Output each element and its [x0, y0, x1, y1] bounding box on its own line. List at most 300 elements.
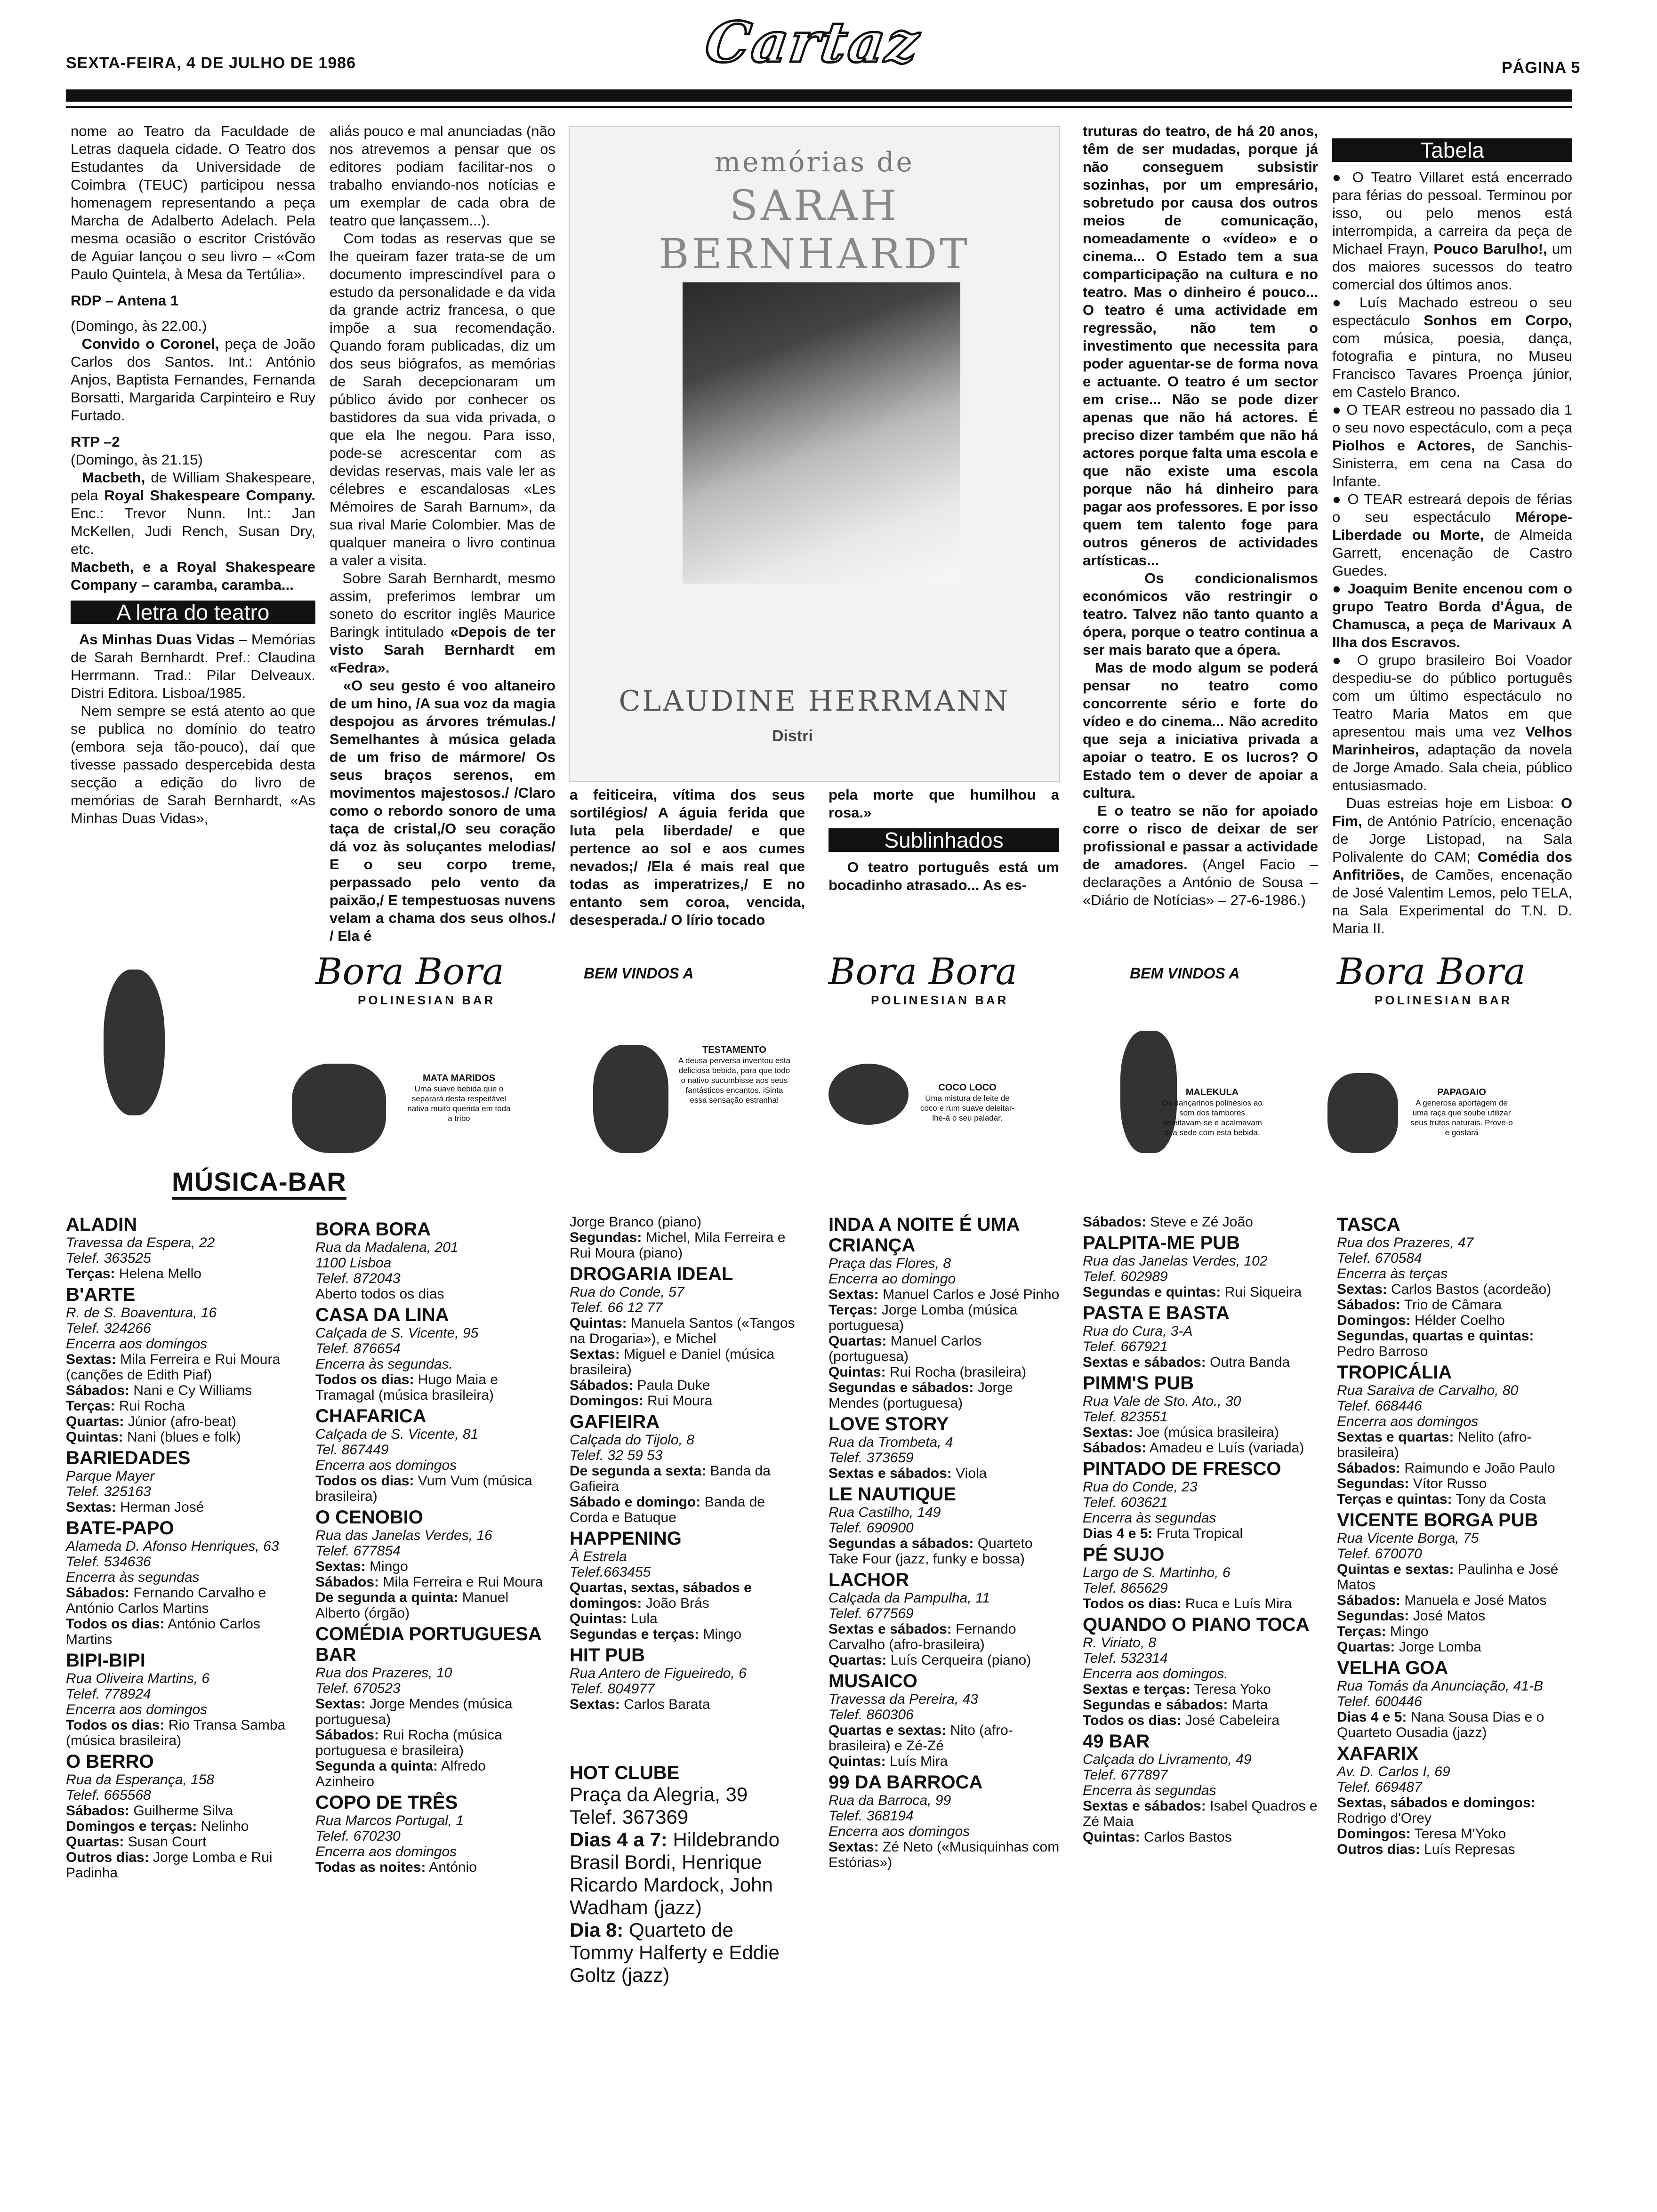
bar-schedule: Quintas e sextas: Paulinha e José Matos	[1337, 1562, 1559, 1593]
bar-info: Rua Vicente Borga, 75	[1337, 1531, 1479, 1546]
bar-entry	[66, 1448, 292, 1515]
tabela-item: ● O TEAR estreará depois de férias o seu espectáculo Mérope-Liberdade ou Morte, de Almeida Garrett, encenação de Castro Guedes.	[1332, 491, 1572, 579]
bar-info: Encerra ao domingo	[828, 1271, 956, 1287]
bar-schedule: Terças e quintas: Tony da Costa	[1337, 1491, 1546, 1507]
bar-schedule: Sábados: Nani e Cy Williams	[66, 1383, 252, 1398]
bar-name: PIMM'S PUB	[1083, 1373, 1194, 1394]
bar-schedule: Segundas e sábados: Marta	[1083, 1697, 1268, 1713]
bar-entry	[1083, 1373, 1318, 1456]
drink-papagaio: PAPAGAIO A generosa aportagem de uma raça que soube utilizar seus frutos naturais. Prove-o e gostará	[1410, 1087, 1513, 1137]
paragraph: E o teatro se não for apoiado corre o risco de deixar de ser profissional e passar a actividade de amadores. (Angel Facio – declarações a António de Sousa – «Diário de Notícias» – 27-6-1986.)	[1083, 802, 1318, 908]
bar-info: Telef. 534636	[66, 1554, 151, 1570]
bar-info: Tel. 867449	[315, 1442, 389, 1458]
sonnet-end: pela morte que humilhou a rosa.»	[828, 786, 1059, 821]
bar-info: Telef. 872043	[315, 1271, 401, 1286]
bar-schedule: Quartas e sextas: Nito (afro-brasileira) e Zé-Zé	[828, 1723, 1013, 1754]
bar-schedule: Domingos: Hélder Coelho	[1337, 1313, 1505, 1328]
bar-name: MUSAICO	[828, 1671, 917, 1691]
article-column-5	[1083, 122, 1318, 909]
bar-schedule: Sextas: Carlos Bastos (acordeão)	[1337, 1282, 1552, 1297]
bar-schedule: Segundas a sábados: Quarteto Take Four (jazz, funky e bossa)	[828, 1536, 1033, 1567]
bar-schedule: Sextas e sábados: Fernando Carvalho (afro-brasileira)	[828, 1621, 1016, 1652]
section-heading-tabela: Tabela	[1332, 138, 1572, 162]
drink-malekula: MALEKULA Os dançarinos polinésios ao som dos tambores deleitavam-se e acalmavam sua sede com esta bebida.	[1162, 1087, 1263, 1137]
bar-schedule: Quintas: Rui Rocha (brasileira)	[828, 1364, 1027, 1380]
bar-name: O CENOBIO	[315, 1507, 423, 1528]
book-cover-image	[569, 126, 1060, 782]
ad-welcome: BEM VINDOS A	[584, 965, 694, 982]
bar-info: Telef. 677897	[1083, 1767, 1168, 1783]
bar-info: Calçada de S. Vicente, 81	[315, 1427, 479, 1442]
bar-schedule: Sábados: Paula Duke	[570, 1378, 710, 1393]
bar-schedule: Segundas: Vítor Russo	[1337, 1476, 1487, 1491]
bar-name: BARIEDADES	[66, 1448, 191, 1468]
bar-info: Rua Castilho, 149	[828, 1505, 941, 1520]
bar-info: Rua Antero de Figueiredo, 6	[570, 1666, 747, 1681]
rdp-time: (Domingo, às 22.00.)	[71, 318, 207, 334]
bar-info: Telef. 865629	[1083, 1580, 1168, 1596]
bar-name: CHAFARICA	[315, 1406, 426, 1427]
bar-info: Rua Vale de Sto. Ato., 30	[1083, 1394, 1241, 1409]
bar-info: Rua das Janelas Verdes, 16	[315, 1528, 492, 1543]
section-heading-letra: A letra do teatro	[71, 601, 315, 624]
bar-info: Telef. 670230	[315, 1828, 401, 1844]
bar-info: Travessa da Espera, 22	[66, 1235, 215, 1250]
bar-info: Rua da Barroca, 99	[828, 1793, 951, 1808]
bar-entry	[315, 1624, 546, 1789]
bar-schedule: Terças: Jorge Lomba (música portuguesa)	[828, 1302, 1018, 1333]
bar-name: ALADIN	[66, 1214, 137, 1235]
bar-info: Rua Tomás da Anunciação, 41-B	[1337, 1678, 1544, 1694]
bar-schedule: Sextas: Miguel e Daniel (música brasileira)	[570, 1346, 775, 1378]
bar-entry	[66, 1214, 292, 1282]
bar-entry	[1337, 1743, 1572, 1857]
bar-info: Encerra aos domingos	[828, 1824, 970, 1839]
issue-date: SEXTA-FEIRA, 4 DE JULHO DE 1986	[66, 54, 356, 72]
book-reference: As Minhas Duas Vidas – Memórias de Sarah Bernhardt. Pref.: Claudina Herrmann. Trad.: Pilar Delveaux. Distri Editora. Lisboa/1985.	[71, 631, 316, 701]
bar-info: Parque Mayer	[66, 1468, 155, 1484]
bar-info: Encerra às segundas	[1083, 1510, 1216, 1526]
bar-info: R. Viriato, 8	[1083, 1635, 1157, 1651]
paragraph: Os condicionalismos económicos vão restringir o teatro. Talvez não tanto quanto a ópera, porque o teatro continua a ser mais barato que a ópera.	[1083, 570, 1318, 658]
bar-entry	[1083, 1731, 1318, 1845]
bar-schedule: Segunda a quinta: Alfredo Azinheiro	[315, 1758, 486, 1789]
rdp-listing: Convido o Coronel, peça de João Carlos dos Santos. Int.: António Anjos, Baptista Fernandes, Fernanda Borsatti, Margarida Carpinteiro e Ruy Furtado.	[71, 336, 316, 424]
bar-info: À Estrela	[570, 1549, 627, 1564]
bar-info: Telef. 778924	[66, 1686, 151, 1702]
drink-mata-maridos: MATA MARIDOS Uma suave bebida que o separará desta respeitável nativa muito querida em toda a tribo	[407, 1073, 511, 1123]
bar-info: Encerra aos domingos	[315, 1844, 457, 1859]
drink-coco-loco: COCO LOCO Uma mistura de leite de coco e rum suave deleitar-lhe-á o seu paladar.	[920, 1082, 1015, 1122]
bar-info: Av. D. Carlos I, 69	[1337, 1764, 1450, 1779]
bar-entry	[315, 1305, 546, 1403]
bar-name: O BERRO	[66, 1751, 154, 1772]
bar-info: Calçada de S. Vicente, 95	[315, 1325, 479, 1341]
bar-info: Telef. 677854	[315, 1543, 401, 1559]
bar-info: Encerra às terças	[1337, 1266, 1448, 1282]
testamento-image	[593, 1045, 668, 1153]
paragraph: nome ao Teatro da Faculdade de Letras daquela cidade. O Teatro dos Estudantes da Universidade de Coimbra (TEUC) participou nessa homenagem representando a peça Marcha de Adalberto Adelach. Pela mesma ocasião o escritor Cristóvão de Aguiar lançou o seu livro – «Com Paulo Quintela, à Mesa da Tertúlia».	[71, 123, 315, 282]
bar-schedule: Todos os dias: José Cabeleira	[1083, 1713, 1279, 1728]
bar-info: Encerra aos domingos	[66, 1336, 208, 1352]
bar-entry	[66, 1751, 292, 1881]
bar-info: Rua do Cura, 3-A	[1083, 1323, 1193, 1339]
bar-schedule: Segundas e quintas: Rui Siqueira	[1083, 1284, 1302, 1300]
bar-info: Telef. 677569	[828, 1606, 914, 1621]
bar-schedule: Domingos e terças: Nelinho	[66, 1819, 249, 1834]
bar-name: QUANDO O PIANO TOCA	[1083, 1614, 1310, 1635]
bar-info: Telef. 532314	[1083, 1651, 1168, 1666]
bar-schedule: Segundas: José Matos	[1337, 1608, 1486, 1624]
bar-entry	[828, 1671, 1064, 1769]
bar-entry	[1337, 1214, 1572, 1359]
bar-entry	[1083, 1303, 1318, 1370]
article-column-3	[570, 786, 805, 929]
bar-schedule: Terças: Mingo	[1337, 1624, 1429, 1639]
bar-entry	[1083, 1459, 1318, 1541]
bar-schedule: Aberto todos os dias	[315, 1286, 444, 1302]
article-column-1	[71, 122, 315, 827]
bar-info: Telef. 670584	[1337, 1250, 1422, 1266]
bar-schedule: Sábados: Steve e Zé João	[1083, 1214, 1253, 1230]
paragraph: Com todas as reservas que se lhe queiram fazer trata-se de um documento imprescindível para o estudo da personalidade e da vida da grande actriz francesa, o que impõe a sua recomendação. Quando foram publicadas, diz um dos seus biógrafos, as memórias de Sarah decepcionaram um público ávido por conhecer os bastidores da sua vida privada, o que ela lhe negou. Para isso, pode-se acrescentar com as devidas reservas, mais vale ler as célebres e escandalosas «Les Mémoires de Sarah Barnum», da sua rival Marie Colombier. Mas de qualquer maneira o livro continua a valer a visita.	[330, 230, 555, 569]
bar-info: Rua dos Prazeres, 10	[315, 1665, 452, 1681]
bar-schedule: Todos os dias: António Carlos Martins	[66, 1616, 260, 1647]
rdp-heading: RDP – Antena 1	[71, 292, 179, 309]
bar-info: Calçada do Livramento, 49	[1083, 1752, 1252, 1767]
bar-info: Telef. 602989	[1083, 1269, 1168, 1284]
bar-info: R. de S. Boaventura, 16	[66, 1305, 217, 1321]
bar-name: TASCA	[1337, 1214, 1400, 1235]
bar-schedule: Sextas e sábados: Isabel Quadros e Zé Maia	[1083, 1798, 1318, 1829]
bar-schedule: Dias 4 e 5: Fruta Tropical	[1083, 1526, 1243, 1541]
bar-schedule: De segunda a quinta: Manuel Alberto (órgão)	[315, 1590, 509, 1621]
bar-name: 99 DA BARROCA	[828, 1772, 983, 1793]
paragraph: O teatro português está um bocadinho atrasado... As es-	[828, 859, 1059, 893]
bar-entry	[315, 1406, 546, 1504]
bar-info: Telef. 668446	[1337, 1398, 1422, 1414]
ad-subtitle: POLINESIAN BAR	[1375, 993, 1512, 1007]
tabela-item: ● Joaquim Benite encenou com o grupo Teatro Borda d'Água, de Chamusca, a peça de Marivaux A Ilha dos Escravos.	[1332, 580, 1572, 650]
cover-subtitle: memórias de	[715, 146, 914, 178]
tabela-item: Duas estreias hoje em Lisboa: O Fim, de António Patrício, encenação de Jorge Listopad, na Sala Polivalente do CAM; Comédia dos Anfitriões, de Camões, encenação de José Valentim Lemos, pelo TELA, na Sala Experimental do T.N. D. Maria II.	[1332, 795, 1572, 937]
bar-name: 49 BAR	[1083, 1731, 1150, 1752]
tabela-item: ● O Teatro Villaret está encerrado para férias do pessoal. Terminou por isso, ou pelo menos está interrompida, a carreira da peça de Michael Frayn, Pouco Barulho!, um dos maiores sucessos do teatro comercial dos últimos anos.	[1332, 169, 1573, 293]
bar-schedule: Sextas, sábados e domingos: Rodrigo d'Orey	[1337, 1795, 1536, 1826]
tabela-item: ● Luís Machado estreou o seu espectáculo Sonhos em Corpo, com música, poesia, dança, fotografia e pintura, no Museu Francisco Tavares Proença júnior, em Castelo Branco.	[1332, 294, 1572, 400]
bar-schedule: Sábados: Guilherme Silva	[66, 1803, 233, 1819]
bar-listing-column-3	[570, 1214, 796, 1715]
bar-name: COMÉDIA PORTUGUESA BAR	[315, 1624, 541, 1665]
bar-info: Telef. 66 12 77	[570, 1300, 663, 1315]
bar-schedule: Sábados: Trio de Câmara	[1337, 1297, 1502, 1313]
bar-info: Rua da Madalena, 201	[315, 1240, 458, 1255]
sonnet-continued: a feiticeira, vítima dos seus sortilégios/ A águia ferida que luta pela liberdade/ e que pertence ao sol e aos cumes nevados;/ /Ela é mais real que todas as imperatrizes,/ E no entanto sem coroa, vencida, desesperada./ O lírio tocado	[570, 786, 805, 928]
bar-entry	[66, 1650, 292, 1748]
bar-schedule: Todos os dias: Hugo Maia e Tramagal (música brasileira)	[315, 1372, 498, 1403]
bar-schedule: Quartas: Manuel Carlos (portuguesa)	[828, 1333, 982, 1364]
bar-info: Encerra às segundas	[1083, 1783, 1216, 1798]
section-heading-sublinhados: Sublinhados	[828, 828, 1059, 852]
bar-phone: Telef. 367369	[570, 1806, 689, 1828]
bar-entry	[828, 1484, 1064, 1567]
paragraph: Mas de modo algum se poderá pensar no teatro como concorrente sério e forte do vídeo e do cinema... Não acredito que seja a iniciativa privada a apoiar o teatro. E os lucros? O Estado tem o dever de apoiar a cultura.	[1083, 659, 1318, 801]
cartaz-logo: Cartaz	[701, 9, 925, 75]
bar-schedule: Todos os dias: Ruca e Luís Mira	[1083, 1596, 1292, 1611]
bar-info: Telef.663455	[570, 1564, 651, 1580]
bar-info: Telef. 324266	[66, 1321, 151, 1336]
bar-schedule: Sábados: Fernando Carvalho e António Carlos Martins	[66, 1585, 266, 1616]
paragraph: truturas do teatro, de há 20 anos, têm de ser mudadas, porque já não conseguem subsistir sozinhas, por um empresário, sobretudo por causa dos outros meios de comunicação, nomeadamente o «vídeo» e o cinema... O Estado tem a sua comparticipação na cultura e no teatro. Mas o dinheiro é pouco... O teatro é uma actividade em regressão, não tem o investimento que necessita para poder aguentar-se de forma nova e actuante. O teatro é um sector em crise... Não se pode dizer apenas que não há actores. É preciso dizer também que não há actores porque falta uma escola e que não existe uma escola porque não há dinheiro para pagar aos professores. E por isso quem tem talento foge para outros géneros de actividades artísticas...	[1083, 123, 1318, 569]
bar-name: TROPICÁLIA	[1337, 1362, 1452, 1383]
bar-schedule: Dia 8: Quarteto de Tommy Halferty e Eddie Goltz (jazz)	[570, 1919, 780, 1986]
bar-schedule: Domingos: Teresa M'Yoko	[1337, 1826, 1506, 1842]
ad-subtitle: POLINESIAN BAR	[871, 993, 1009, 1007]
bar-info: Encerra aos domingos.	[1083, 1666, 1228, 1682]
ad-welcome: BEM VINDOS A	[1130, 965, 1240, 982]
bar-entry	[570, 1214, 796, 1261]
bar-address: Praça da Alegria, 39	[570, 1783, 748, 1805]
bar-schedule: Sextas: Manuel Carlos e José Pinho	[828, 1287, 1060, 1302]
bar-schedule: Segundas e terças: Mingo	[570, 1627, 742, 1642]
bar-info: Rua dos Prazeres, 47	[1337, 1235, 1474, 1250]
bar-info: Telef. 804977	[570, 1681, 655, 1697]
tabela-item: ● O grupo brasileiro Boi Voador despediu-se do público português com um último espectáculo no Teatro Maria Matos em que apresentou mais uma vez Velhos Marinheiros, adaptação da novela de Jorge Amado. Sala cheia, público entusiasmado.	[1332, 652, 1572, 793]
bar-entry	[1083, 1214, 1318, 1230]
hot-clube-listing	[570, 1763, 796, 1987]
bar-schedule: Quintas: Manuela Santos («Tangos na Drogaria»), e Michel	[570, 1315, 795, 1346]
bar-name: VELHA GOA	[1337, 1658, 1448, 1678]
bar-entry	[828, 1772, 1064, 1870]
bar-schedule: Sextas e sábados: Outra Banda	[1083, 1354, 1290, 1370]
bar-info: Telef. 669487	[1337, 1779, 1422, 1795]
bar-info: Rua Saraiva de Carvalho, 80	[1337, 1383, 1519, 1398]
bar-info: Alameda D. Afonso Henriques, 63	[66, 1539, 279, 1554]
bar-info: Rua do Conde, 57	[570, 1284, 684, 1300]
bar-schedule: Quartas: Susan Court	[66, 1834, 207, 1850]
bar-listing-column-1	[66, 1214, 292, 1883]
bar-schedule: Dias 4 e 5: Nana Sousa Dias e o Quarteto Ousadia (jazz)	[1337, 1709, 1544, 1740]
bar-entry	[828, 1570, 1064, 1668]
bar-name: PÉ SUJO	[1083, 1544, 1165, 1565]
bar-listing-column-6	[1337, 1214, 1572, 1860]
musica-bar-heading: MÚSICA-BAR	[172, 1166, 346, 1200]
bar-schedule: Sextas: Joe (música brasileira)	[1083, 1425, 1279, 1440]
bar-schedule: Quartas, sextas, sábados e domingos: João Brás	[570, 1580, 752, 1611]
bar-info: 1100 Lisboa	[315, 1255, 392, 1271]
bar-entry	[570, 1264, 796, 1409]
bar-schedule: Sextas: Mingo	[315, 1559, 408, 1574]
bar-name: GAFIEIRA	[570, 1411, 660, 1432]
bar-entry	[570, 1411, 796, 1525]
header-rule	[66, 89, 1572, 102]
bar-info: Largo de S. Martinho, 6	[1083, 1565, 1231, 1580]
bar-schedule: Todos os dias: Vum Vum (música brasileira)	[315, 1473, 532, 1504]
bar-schedule: Sextas e sábados: Viola	[828, 1466, 987, 1481]
bar-schedule: Sábados: Manuela e José Matos	[1337, 1593, 1547, 1608]
bar-entry	[1337, 1658, 1572, 1740]
ad-brand: Bora Bora	[1337, 951, 1526, 993]
bar-entry	[1337, 1362, 1572, 1507]
bar-schedule: Domingos: Rui Moura	[570, 1393, 713, 1409]
ad-brand: Bora Bora	[828, 951, 1017, 993]
bar-entry	[66, 1518, 292, 1647]
bar-entry	[1337, 1510, 1572, 1655]
bar-schedule: Sextas: Jorge Mendes (música portuguesa)	[315, 1696, 513, 1727]
bar-entry	[570, 1528, 796, 1642]
bar-entry	[828, 1414, 1064, 1481]
bar-info: Encerra aos domingos	[1337, 1414, 1479, 1429]
bar-name: XAFARIX	[1337, 1743, 1419, 1764]
bar-schedule: Quintas: Carlos Bastos	[1083, 1829, 1232, 1845]
bar-name: LE NAUTIQUE	[828, 1484, 957, 1505]
bar-schedule: Sábado e domingo: Banda de Corda e Batuque	[570, 1494, 765, 1525]
bar-info: Travessa da Pereira, 43	[828, 1691, 978, 1707]
cover-title: SARAH BERNHARDT	[659, 181, 970, 278]
bar-info: Telef. 603621	[1083, 1495, 1168, 1510]
ad-brand: Bora Bora	[315, 951, 504, 993]
bar-listing-column-2	[315, 1219, 546, 1878]
bar-info: Encerra aos domingos	[66, 1702, 208, 1717]
bar-entry	[1083, 1233, 1318, 1300]
bar-schedule: Sábados: Mila Ferreira e Rui Moura	[315, 1574, 543, 1590]
bar-name: VICENTE BORGA PUB	[1337, 1510, 1538, 1531]
bar-name: COPO DE TRÊS	[315, 1792, 458, 1813]
article-column-4	[828, 786, 1059, 894]
bar-info: Telef. 363525	[66, 1250, 151, 1266]
bar-info: Telef. 823551	[1083, 1409, 1168, 1425]
bar-schedule: Outros dias: Luís Represas	[1337, 1842, 1515, 1857]
tabela-item: ● O TEAR estreou no passado dia 1 o seu novo espectáculo, com a peça Piolhos e Actores, de Sanchis-Sinisterra, em cena na Casa do Infante.	[1332, 401, 1572, 489]
bar-schedule: Todas as noites: António	[315, 1859, 477, 1875]
bar-entry	[570, 1645, 796, 1712]
bar-schedule: Dias 4 a 7: Hildebrando Brasil Bordi, Henrique Ricardo Mardock, John Wadham (jazz)	[570, 1828, 780, 1918]
bar-schedule: Todos os dias: Rio Transa Samba (música brasileira)	[66, 1717, 286, 1748]
bar-schedule: Terças: Rui Rocha	[66, 1398, 185, 1414]
bar-entry	[1083, 1614, 1318, 1728]
bar-schedule: Sextas: Carlos Barata	[570, 1697, 710, 1712]
bar-name: HOT CLUBE	[570, 1763, 680, 1783]
bar-schedule: Quartas: Jorge Lomba	[1337, 1639, 1481, 1655]
bar-name: LACHOR	[828, 1570, 909, 1590]
bar-schedule: Sábados: Raimundo e João Paulo	[1337, 1460, 1555, 1476]
bar-listing-column-4	[828, 1214, 1064, 1873]
bar-info: Calçada da Pampulha, 11	[828, 1590, 990, 1606]
sonnet: «O seu gesto é voo altaneiro de um hino, /A sua voz da magia despojou as árvores trémulas./ Semelhantes à música gelada de um friso de mármore/ Os seus braços serenos, em movimentos majestosos./ /Claro como o rebordo sonoro de uma taça de cristal,/O seu coração dá voz às soluçantes melodias/ E o seu corpo treme, perpassado pelo vento da paixão,/ E tempestuosas nuvens velam a chama dos seus olhos./ / Ela é	[330, 677, 555, 944]
bar-name: PALPITA-ME PUB	[1083, 1233, 1240, 1253]
ad-subtitle: POLINESIAN BAR	[358, 993, 496, 1007]
bar-name: B'ARTE	[66, 1284, 136, 1305]
bar-schedule: Sábados: Amadeu e Luís (variada)	[1083, 1440, 1304, 1456]
bar-schedule: Quartas: Luís Cerqueira (piano)	[828, 1652, 1031, 1668]
paragraph: Sobre Sarah Bernhardt, mesmo assim, preferimos lembrar um soneto do escritor inglês Maurice Baringk intitulado «Depois de ter visto Sarah Bernhardt em «Fedra».	[330, 570, 555, 676]
bar-schedule: Sextas: Herman José	[66, 1499, 204, 1515]
bar-schedule: De segunda a sexta: Banda da Gafieira	[570, 1463, 771, 1494]
header-rule-thin	[66, 106, 1572, 108]
bar-info: Encerra às segundas	[66, 1570, 200, 1585]
article-column-2	[330, 122, 555, 945]
bar-name: BATE-PAPO	[66, 1518, 174, 1539]
bar-entry	[66, 1284, 292, 1445]
bar-schedule: Quintas: Lula	[570, 1611, 658, 1627]
bar-entry	[315, 1219, 546, 1302]
bar-info: Rua das Janelas Verdes, 102	[1083, 1253, 1268, 1269]
cover-author: CLAUDINE HERRMANN	[619, 685, 1010, 718]
cover-publisher: Distri	[772, 727, 813, 745]
bar-name: LOVE STORY	[828, 1414, 949, 1435]
bar-info: Rua da Esperança, 158	[66, 1772, 215, 1787]
bar-schedule: Quartas: Júnior (afro-beat)	[66, 1414, 236, 1429]
papagaio-image	[1327, 1073, 1398, 1153]
bar-schedule: Sextas: Zé Neto («Musiquinhas com Estórias»)	[828, 1839, 1060, 1870]
bar-info: Rua do Conde, 23	[1083, 1479, 1198, 1495]
bar-info: Telef. 860306	[828, 1707, 914, 1723]
bar-info: Praça das Flores, 8	[828, 1256, 951, 1271]
bar-schedule: Sábados: Rui Rocha (música portuguesa e brasileira)	[315, 1727, 502, 1758]
bar-info: Telef. 665568	[66, 1787, 151, 1803]
bar-entry	[315, 1507, 546, 1621]
bar-info: Telef. 670523	[315, 1681, 401, 1696]
tiki-figure-image	[104, 970, 165, 1115]
bar-listing-column-5	[1083, 1214, 1318, 1848]
portrait-photo	[683, 282, 960, 584]
page-number: PÁGINA 5	[1502, 59, 1581, 77]
rtp-listing: Macbeth, de William Shakespeare, pela Royal Shakespeare Company. Enc.: Trevor Nunn. Int.: Jan McKellen, Judi Rench, Susan Dry, etc.	[71, 469, 315, 557]
bar-name: DROGARIA IDEAL	[570, 1264, 733, 1284]
bar-schedule: Quintas: Luís Mira	[828, 1754, 948, 1769]
bar-schedule: Sextas e terças: Teresa Yoko	[1083, 1682, 1271, 1697]
bar-info: Rua Marcos Portugal, 1	[315, 1813, 464, 1828]
bar-info: Calçada do Tijolo, 8	[570, 1432, 694, 1448]
bar-info: Telef. 325163	[66, 1484, 151, 1499]
bar-schedule: Jorge Branco (piano)	[570, 1214, 702, 1230]
bora-bora-advertisement	[28, 951, 1582, 1172]
bar-info: Telef. 670070	[1337, 1546, 1422, 1562]
article-column-6	[1332, 122, 1572, 938]
bar-schedule: Segundas: Michel, Mila Ferreira e Rui Moura (piano)	[570, 1230, 786, 1261]
drink-testamento: TESTAMENTO A deusa perversa inventou esta deliciosa bebida, para que todo o nativo sucumbisse aos seus fantásticos encantos. iSinta essa sensação estranha!	[678, 1045, 791, 1105]
coco-loco-image	[828, 1064, 909, 1125]
bar-schedule: Sextas e quartas: Nelito (afro-brasileira)	[1337, 1429, 1532, 1460]
bar-schedule: Terças: Helena Mello	[66, 1266, 201, 1282]
bar-entry	[1083, 1544, 1318, 1611]
bar-entry	[828, 1214, 1064, 1411]
bar-schedule: Outros dias: Jorge Lomba e Rui Padinha	[66, 1850, 273, 1881]
rtp-comment: Macbeth, e a Royal Shakespeare Company – caramba, caramba...	[71, 559, 315, 593]
bar-info: Telef. 32 59 53	[570, 1448, 663, 1463]
bar-info: Telef. 600446	[1337, 1694, 1422, 1709]
bar-info: Telef. 667921	[1083, 1339, 1168, 1354]
bar-schedule: Segundas, quartas e quintas: Pedro Barroso	[1337, 1328, 1534, 1359]
paragraph: aliás pouco e mal anunciadas (não nos atrevemos a pensar que os editores podiam facilitar-nos o trabalho enviando-nos notícias e um exemplar de cada obra de teatro que lançassem...).	[330, 123, 555, 229]
bar-entry	[315, 1792, 546, 1875]
bar-info: Rua Oliveira Martins, 6	[66, 1671, 210, 1686]
bar-name: HIT PUB	[570, 1645, 645, 1666]
bar-name: BIPI-BIPI	[66, 1650, 145, 1671]
mata-maridos-image	[292, 1064, 386, 1153]
bar-name: HAPPENING	[570, 1528, 682, 1549]
rtp-time: (Domingo, às 21.15)	[71, 451, 203, 468]
bar-name: BORA BORA	[315, 1219, 431, 1240]
bar-name: PASTA E BASTA	[1083, 1303, 1230, 1323]
bar-schedule: Quintas: Nani (blues e folk)	[66, 1429, 241, 1445]
bar-name: INDA A NOITE É UMA CRIANÇA	[828, 1214, 1020, 1256]
bar-schedule: Sextas: Mila Ferreira e Rui Moura (canções de Edith Piaf)	[66, 1352, 281, 1383]
rtp-heading: RTP –2	[71, 433, 120, 450]
bar-name: CASA DA LINA	[315, 1305, 449, 1325]
bar-info: Telef. 373659	[828, 1450, 914, 1466]
bar-info: Telef. 690900	[828, 1520, 914, 1536]
